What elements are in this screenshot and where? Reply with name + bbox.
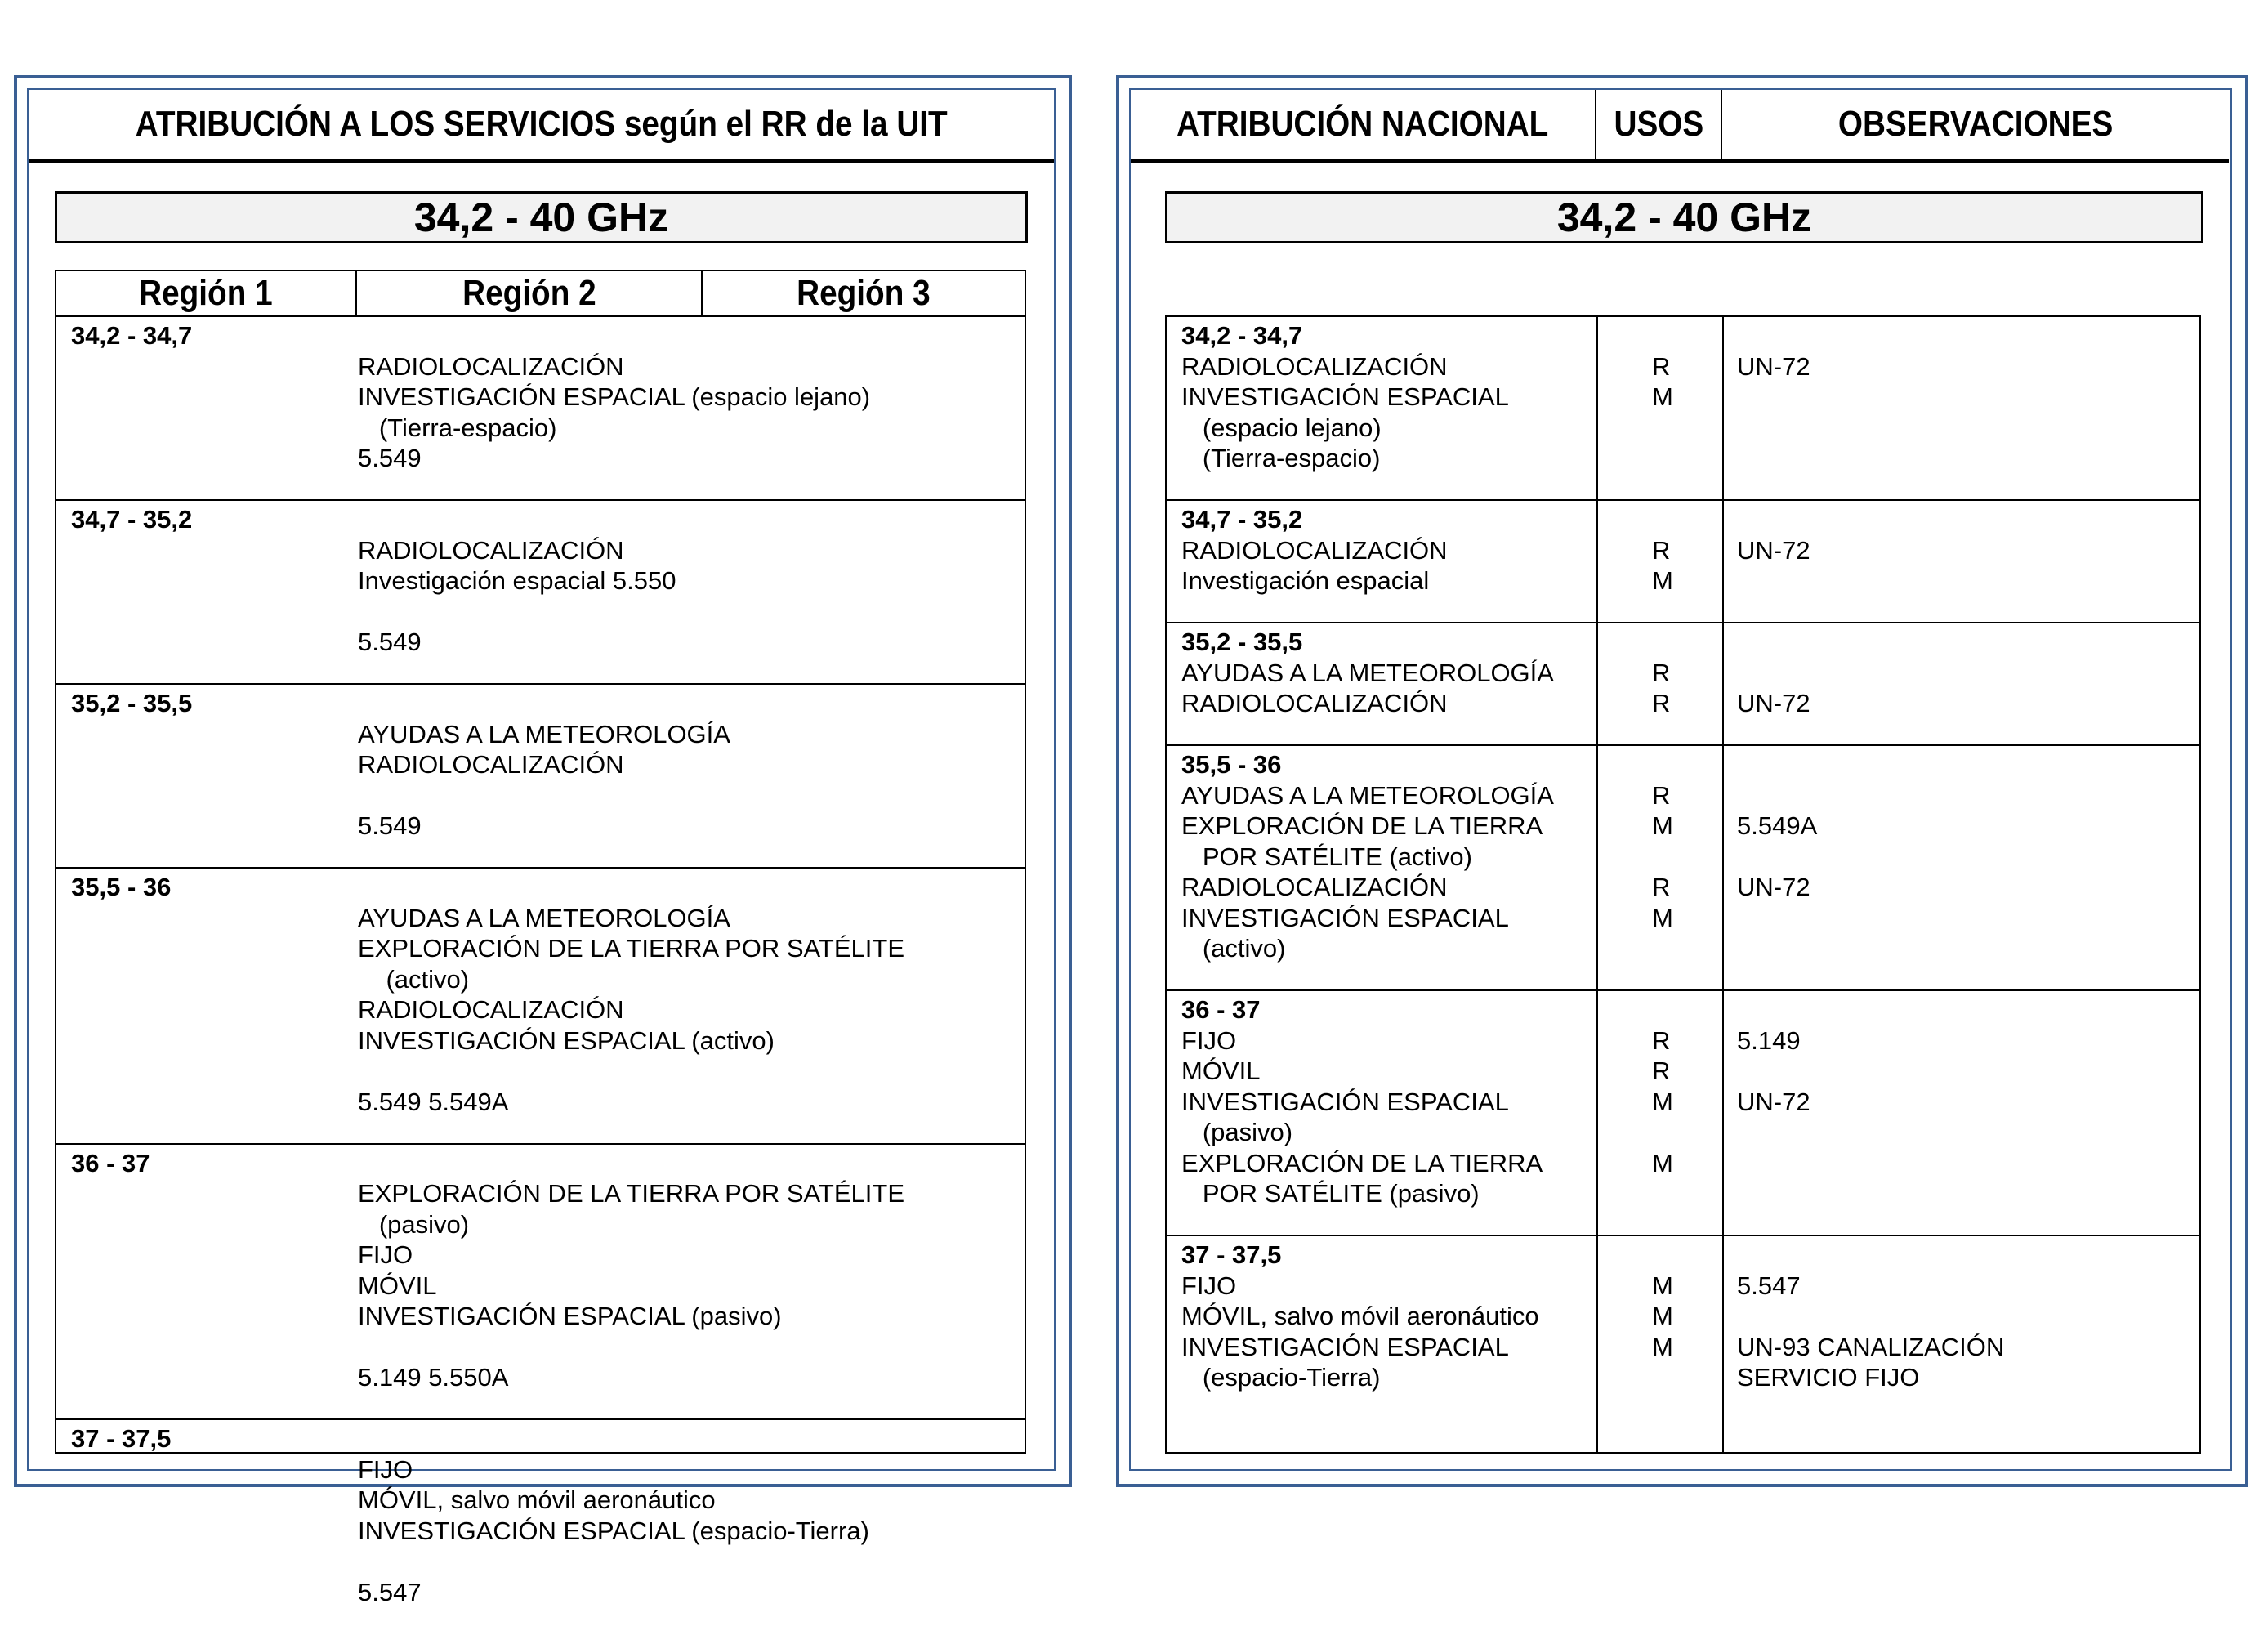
service-line: MÓVIL, salvo móvil aeronáutico (1181, 1302, 1539, 1330)
region-1-header: Región 1 (56, 271, 357, 315)
allocation-line: 5.549 (358, 628, 422, 656)
allocation-line: 5.549 5.549A (358, 1087, 509, 1116)
allocation-line: EXPLORACIÓN DE LA TIERRA POR SATÉLITE (358, 1179, 904, 1208)
region-2-header: Región 2 (357, 271, 703, 315)
observacion-value: 5.549A (1737, 811, 1818, 840)
observacion-value: UN-93 CANALIZACIÓN (1737, 1332, 2005, 1361)
national-allocation-table (1165, 315, 2201, 1454)
usos-value: M (1652, 1148, 1673, 1177)
usos-value: M (1652, 1087, 1673, 1116)
usos-value: R (1652, 351, 1671, 381)
observacion-value: UN-72 (1737, 535, 1810, 565)
table-row (56, 501, 1025, 685)
usos-value: R (1652, 780, 1671, 810)
service-line: RADIOLOCALIZACIÓN (1181, 689, 1448, 717)
band-range-label: 35,2 - 35,5 (71, 689, 193, 717)
observaciones-header: OBSERVACIONES (1837, 104, 2114, 144)
itu-band-title: 34,2 - 40 GHz (55, 191, 1028, 243)
service-line: (activo) (1181, 934, 1286, 963)
table-row (56, 317, 1025, 501)
usos-value: R (1652, 1056, 1671, 1085)
service-line: EXPLORACIÓN DE LA TIERRA (1181, 1148, 1543, 1177)
allocation-line: RADIOLOCALIZACIÓN (358, 995, 624, 1024)
allocation-line: INVESTIGACIÓN ESPACIAL (espacio lejano) (358, 382, 871, 411)
allocation-line: FIJO (358, 1240, 413, 1269)
itu-allocation-table (55, 315, 1026, 1606)
band-range-label: 35,2 - 35,5 (1181, 628, 1303, 656)
usos-value: M (1652, 1271, 1673, 1300)
allocation-line: FIJO (358, 1454, 413, 1484)
service-line: POR SATÉLITE (activo) (1181, 842, 1473, 871)
usos-value: M (1652, 566, 1673, 595)
service-line: INVESTIGACIÓN ESPACIAL (1181, 1087, 1509, 1116)
allocation-line: RADIOLOCALIZACIÓN (358, 351, 624, 381)
band-range-label: 37 - 37,5 (1181, 1240, 1282, 1269)
service-line: AYUDAS A LA METEOROLOGÍA (1181, 658, 1554, 687)
table-row (1167, 317, 2199, 501)
band-range-label: 36 - 37 (71, 1148, 150, 1177)
observacion-value: UN-72 (1737, 689, 1810, 717)
band-range-label: 34,7 - 35,2 (71, 505, 193, 534)
table-row (1167, 746, 2199, 991)
allocation-line: (pasivo) (358, 1209, 470, 1239)
service-line: (espacio-Tierra) (1181, 1363, 1381, 1392)
usos-value: M (1652, 1302, 1673, 1330)
usos-value: R (1652, 535, 1671, 565)
allocation-line: INVESTIGACIÓN ESPACIAL (pasivo) (358, 1302, 782, 1330)
observacion-value: SERVICIO FIJO (1737, 1363, 1920, 1392)
observacion-value: UN-72 (1737, 873, 1810, 901)
observacion-value: UN-72 (1737, 351, 1810, 381)
band-range-label: 36 - 37 (1181, 995, 1261, 1024)
band-range-label: 37 - 37,5 (71, 1424, 172, 1453)
band-range-label: 34,2 - 34,7 (1181, 321, 1303, 350)
table-row (1167, 623, 2199, 746)
usos-header: USOS (1614, 104, 1703, 144)
usos-value: R (1652, 689, 1671, 717)
service-line: FIJO (1181, 1271, 1237, 1300)
service-line: EXPLORACIÓN DE LA TIERRA (1181, 811, 1543, 840)
allocation-line: AYUDAS A LA METEOROLOGÍA (358, 719, 730, 748)
national-allocation-header: ATRIBUCIÓN NACIONAL (1176, 104, 1549, 144)
region-3-header: Región 3 (797, 273, 931, 313)
service-line: RADIOLOCALIZACIÓN (1181, 535, 1448, 565)
service-line: FIJO (1181, 1025, 1237, 1055)
usos-value: M (1652, 382, 1673, 411)
allocation-line: INVESTIGACIÓN ESPACIAL (activo) (358, 1025, 775, 1055)
band-range-label: 35,5 - 36 (1181, 750, 1282, 779)
table-row (1167, 501, 2199, 623)
service-line: RADIOLOCALIZACIÓN (1181, 351, 1448, 381)
table-row (56, 1420, 1025, 1635)
allocation-line: 5.547 (358, 1577, 422, 1606)
allocation-line: (activo) (358, 964, 470, 994)
service-line: (Tierra-espacio) (1181, 444, 1381, 472)
allocation-line: AYUDAS A LA METEOROLOGÍA (358, 903, 730, 932)
allocation-line: MÓVIL, salvo móvil aeronáutico (358, 1485, 716, 1514)
table-row (56, 869, 1025, 1145)
service-line: INVESTIGACIÓN ESPACIAL (1181, 382, 1509, 411)
allocation-line: RADIOLOCALIZACIÓN (358, 535, 624, 565)
service-line: POR SATÉLITE (pasivo) (1181, 1179, 1480, 1208)
national-header-row (1131, 90, 2229, 163)
observacion-value: 5.547 (1737, 1271, 1801, 1300)
service-line: AYUDAS A LA METEOROLOGÍA (1181, 780, 1554, 810)
usos-value: M (1652, 1332, 1673, 1361)
usos-value: R (1652, 873, 1671, 901)
band-range-label: 35,5 - 36 (71, 873, 172, 901)
allocation-line: 5.549 (358, 444, 422, 472)
allocation-line: RADIOLOCALIZACIÓN (358, 750, 624, 779)
usos-value: M (1652, 811, 1673, 840)
allocation-line: MÓVIL (358, 1271, 437, 1300)
observacion-value: 5.149 (1737, 1025, 1801, 1055)
allocation-line: 5.549 (358, 811, 422, 840)
band-range-label: 34,7 - 35,2 (1181, 505, 1303, 534)
usos-value: M (1652, 903, 1673, 932)
table-row (56, 1145, 1025, 1421)
service-line: Investigación espacial (1181, 566, 1430, 595)
band-range-label: 34,2 - 34,7 (71, 321, 193, 350)
service-line: INVESTIGACIÓN ESPACIAL (1181, 903, 1509, 932)
region-header-row (55, 270, 1026, 317)
allocation-line: 5.149 5.550A (358, 1363, 509, 1392)
national-band-title: 34,2 - 40 GHz (1165, 191, 2203, 243)
allocation-line: Investigación espacial 5.550 (358, 566, 676, 595)
observacion-value: UN-72 (1737, 1087, 1810, 1116)
itu-allocation-header (29, 90, 1054, 163)
service-line: (pasivo) (1181, 1118, 1293, 1146)
service-line: INVESTIGACIÓN ESPACIAL (1181, 1332, 1509, 1361)
allocation-line: (Tierra-espacio) (358, 413, 557, 442)
table-row (56, 685, 1025, 869)
allocation-line: INVESTIGACIÓN ESPACIAL (espacio-Tierra) (358, 1516, 869, 1545)
usos-value: R (1652, 658, 1671, 687)
usos-value: R (1652, 1025, 1671, 1055)
service-line: MÓVIL (1181, 1056, 1261, 1085)
table-row (1167, 991, 2199, 1236)
service-line: (espacio lejano) (1181, 413, 1382, 442)
itu-allocation-title: ATRIBUCIÓN A LOS SERVICIOS según el RR de la UIT (135, 104, 948, 144)
service-line: RADIOLOCALIZACIÓN (1181, 873, 1448, 901)
allocation-line: EXPLORACIÓN DE LA TIERRA POR SATÉLITE (358, 934, 904, 963)
table-row (1167, 1236, 2199, 1420)
